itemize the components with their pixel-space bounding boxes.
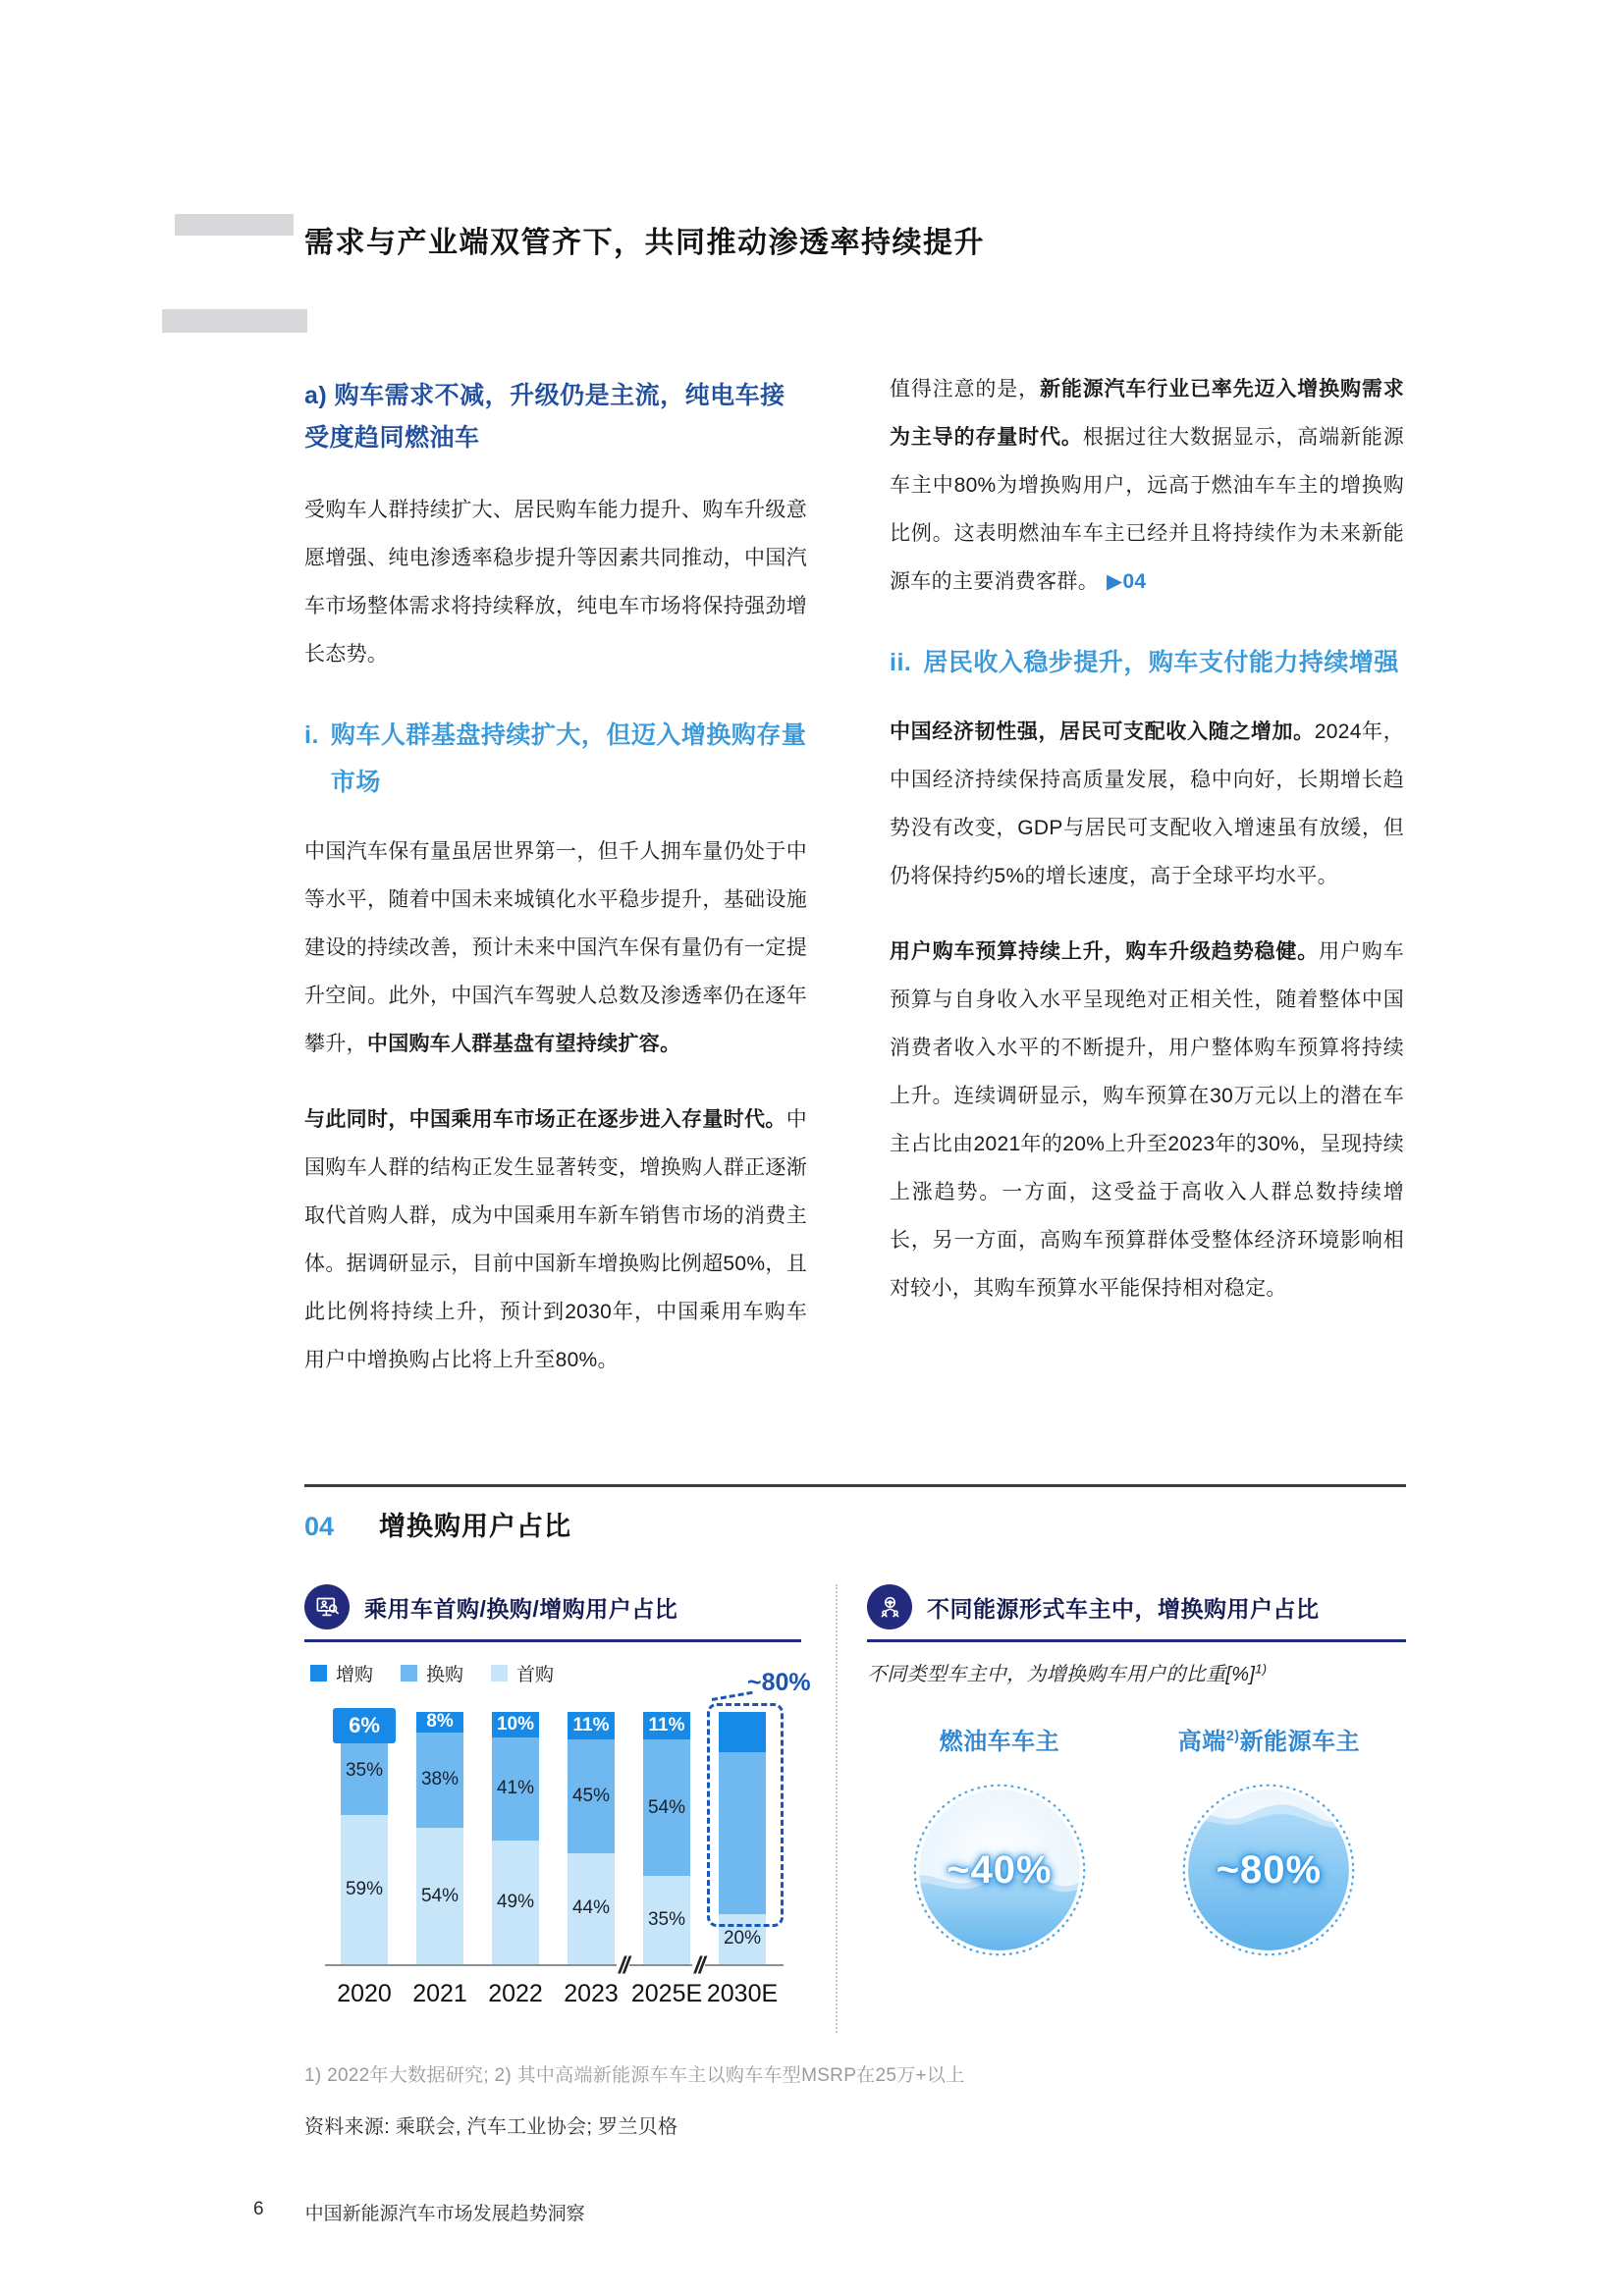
legend-item-增购: 增购 <box>310 1660 373 1686</box>
legend-item-首购: 首购 <box>491 1660 554 1686</box>
bar-2030E: 20% 2030E <box>719 1712 766 1964</box>
legend <box>310 1660 801 1686</box>
paragraph: 与此同时，中国乘用车市场正在逐步进入存量时代。中国购车人群的结构正发生显著转变，增换购人群正逐渐取代首购人群，成为中国乘用车新车销售市场的消费主体。据调研显示，目前中国新车增换购比例超50%，且此比例将持续上升，预计到2030年，中国乘用车购车用户中增换购占比将上升至80%。 <box>304 1108 807 1371</box>
x-axis <box>325 1964 784 1966</box>
stacked-bar-panel-header <box>304 1584 801 1642</box>
axis-break-icon: // <box>619 1951 628 1979</box>
water-bubble <box>1182 1784 1355 1956</box>
bar-2025E: 11% 54% 35% 2025E <box>643 1712 690 1964</box>
gauge-label: 燃油车车主 <box>939 1729 1060 1755</box>
section-ii-heading <box>890 639 1404 686</box>
nev-owner-gauge <box>1178 1722 1360 1956</box>
bar-2022: 10% 41% 49% 2022 <box>488 1713 543 2007</box>
figure-top-rule <box>304 1484 1406 1487</box>
gauge-panel-title: 不同能源形式车主中，增换购用户占比 <box>927 1595 1320 1622</box>
water-bubble <box>913 1784 1086 1956</box>
section-a-heading: a) 购车需求不减，升级仍是主流，纯电车接受度趋同燃油车 <box>304 382 785 452</box>
decor-bar-bottom <box>162 309 307 333</box>
paragraph: 中国汽车保有量虽居世界第一，但千人拥车量仍处于中等水平，随着中国未来城镇化水平稳步提升，基础设施建设的持续改善，预计未来中国汽车保有量仍有一定提升空间。此外，中国汽车驾驶人总数及渗透率仍在逐年攀升，中国购车人群基盘有望持续扩容。 <box>304 840 807 1055</box>
monitor-search-icon <box>304 1584 350 1629</box>
annotation-label: ~80% <box>747 1669 811 1696</box>
highlight-box-2030 <box>707 1669 811 1927</box>
gauge-panel <box>836 1584 1406 2033</box>
page-number: 6 <box>253 2199 264 2219</box>
page-footer <box>253 2199 585 2225</box>
figure-footnote: 1) 2022年大数据研究; 2) 其中高端新能源车车主以购车车型MSRP在25万+以上 <box>304 2065 965 2086</box>
section-i-text: 购车人群基盘持续扩大，但迈入增换购存量市场 <box>330 721 807 796</box>
bar-2021: 8% 38% 54% 2021 <box>412 1711 467 2007</box>
section-ii-number: ii. <box>890 649 912 676</box>
paragraph: 值得注意的是，新能源汽车行业已率先迈入增换购需求为主导的存量时代。根据过往大数据显示，高端新能源车主中80%为增换购用户，远高于燃油车车主的增换购比例。这表明燃油车车主已经并且将持续作为未来新能源车的主要消费客群。 ▶04 <box>890 378 1405 593</box>
gauge-subtitle: 不同类型车主中，为增换购车用户的比重[%]$^{1)}$ <box>867 1661 1268 1685</box>
bar-2023: 11% 45% 44% 2023 <box>568 1712 615 1964</box>
bar-chart-row <box>337 1711 779 2007</box>
gauge-label: 高端$^{2)}$新能源车主 <box>1177 1729 1361 1755</box>
legend-item-换购: 换购 <box>401 1660 463 1686</box>
figure-title: 增换购用户占比 <box>379 1512 572 1541</box>
stacked-bar-panel <box>304 1584 836 2033</box>
bar-2020: 6% 35% 59% 2020 <box>341 1712 388 1964</box>
decor-bar-top <box>175 214 294 236</box>
paragraph: 受购车人群持续扩大、居民购车能力提升、购车升级意愿增强、纯电渗透率稳步提升等因素共同推动，中国汽车市场整体需求将持续释放，纯电车市场将保持强劲增长态势。 <box>304 499 807 666</box>
footer-doc-title: 中国新能源汽车市场发展趋势洞察 <box>304 2204 585 2224</box>
drivers-network-icon <box>867 1584 912 1629</box>
axis-break-icon: // <box>694 1951 704 1979</box>
stacked-bar-panel-title: 乘用车首购/换购/增购用户占比 <box>364 1595 678 1622</box>
paragraph: 中国经济韧性强，居民可支配收入随之增加。2024年，中国经济持续保持高质量发展，稳中向好，长期增长趋势没有改变，GDP与居民可支配收入增速虽有放缓，但仍将保持约5%的增长速度，高于全球平均水平。 <box>890 721 1404 887</box>
section-i-heading <box>304 712 807 806</box>
figure-source: 资料来源: 乘联会, 汽车工业协会; 罗兰贝格 <box>304 2116 678 2138</box>
figure-04 <box>304 1484 1406 2139</box>
gauge-panel-header <box>867 1584 1406 1642</box>
fuel-owner-gauge <box>913 1722 1086 1956</box>
left-column <box>304 365 807 1412</box>
figure-header <box>304 1505 1406 1543</box>
gauge-value: ~40% <box>947 1847 1053 1892</box>
section-ii-text: 居民收入稳步提升，购车支付能力持续增强 <box>923 649 1399 676</box>
figure-number: 04 <box>304 1512 335 1541</box>
gauge-row <box>867 1722 1406 1956</box>
gauge-value: ~80% <box>1216 1847 1323 1892</box>
footnote-marker: 1) <box>1255 1661 1268 1677</box>
page-title: 需求与产业端双管齐下，共同推动渗透率持续提升 <box>304 227 985 259</box>
paragraph: 用户购车预算持续上升，购车升级趋势稳健。用户购车预算与自身收入水平呈现绝对正相关性，随着整体中国消费者收入水平的不断提升，用户整体购车预算将持续上升。连续调研显示，购车预算在30万元以上的潜在车主占比由2021年的20%上升至2023年的30%，呈现持续上涨趋势。一方面，这受益于高收入人群总数持续增长，另一方面，高购车预算群体受整体经济环境影响相对较小，其购车预算水平能保持相对稳定。 <box>890 940 1405 1300</box>
section-i-number: i. <box>304 721 319 749</box>
right-column <box>890 365 1404 1340</box>
